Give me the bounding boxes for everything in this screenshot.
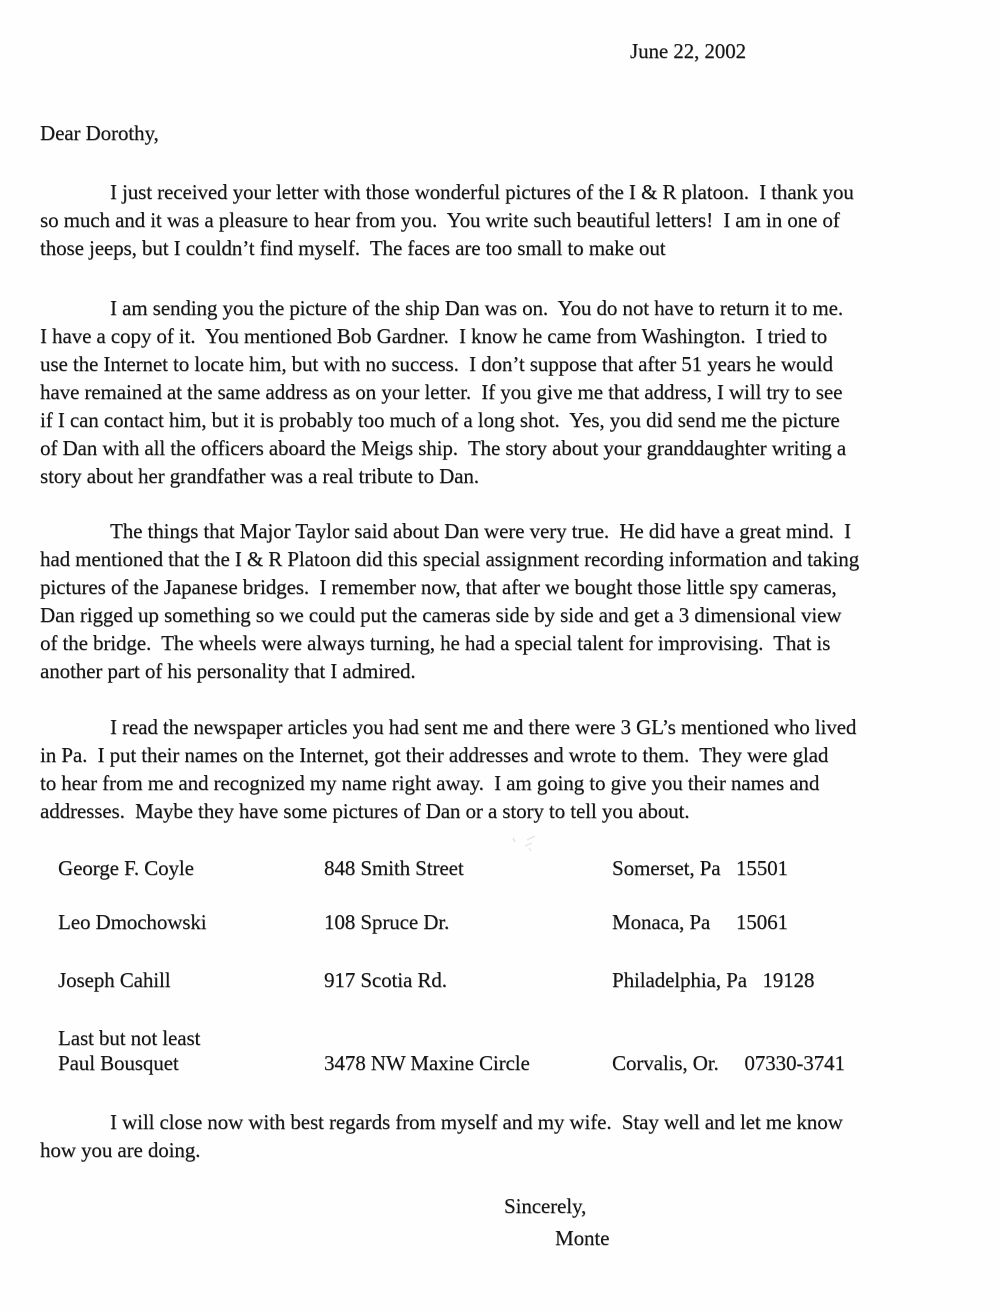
text-line: I read the newspaper articles you had sent me and there were 3 GL’s mentioned who lived [110,715,857,739]
paragraph-3 [40,517,859,685]
contact-street: 108 Spruce Dr. [324,910,450,934]
text-line: how you are doing. [40,1138,201,1162]
contact-street: 3478 NW Maxine Circle [324,1051,530,1075]
contact-street: 917 Scotia Rd. [324,968,447,992]
text-line: those jeeps, but I couldn’t find myself. The faces are too small to make out [40,236,666,260]
text-line: story about her grandfather was a real tribute to Dan. [40,464,479,488]
text-line: of the bridge. The wheels were always turning, he had a special talent for improvising. That is [40,631,831,655]
text-line: pictures of the Japanese bridges. I remember now, that after we bought those little spy cameras, [40,575,837,599]
paragraph-4 [40,713,856,825]
contact-city-zip: Monaca, Pa 15061 [612,910,788,934]
text-line: I just received your letter with those wonderful pictures of the I & R platoon. I thank you [110,180,854,204]
paragraph-1 [40,178,854,262]
signoff-signature: Monte [555,1226,610,1250]
contact-row [0,854,1000,882]
text-line: use the Internet to locate him, but with no success. I don’t suppose that after 51 years he would [40,352,833,376]
signoff-closing: Sincerely, [504,1194,587,1218]
text-line: Dan rigged up something so we could put the cameras side by side and get a 3 dimensional view [40,603,842,627]
text-line: in Pa. I put their names on the Internet, got their addresses and wrote to them. They were glad [40,743,829,767]
text-line: of Dan with all the officers aboard the Meigs ship. The story about your granddaughter writing a [40,436,846,460]
contact-row [0,1049,1000,1077]
paragraph-2 [40,294,846,490]
contact-street: 848 Smith Street [324,856,464,880]
contact-city-zip: Philadelphia, Pa 19128 [612,968,815,992]
text-line: have remained at the same address as on your letter. If you give me that address, I will try to see [40,380,843,404]
text-line: so much and it was a pleasure to hear from you. You write such beautiful letters! I am in one of [40,208,840,232]
salutation: Dear Dorothy, [40,121,159,145]
contact-city-zip: Corvalis, Or. 07330-3741 [612,1051,845,1075]
closing-paragraph [40,1108,843,1164]
text-line: if I can contact him, but it is probably too much of a long shot. Yes, you did send me the picture [40,408,840,432]
contact-row [0,908,1000,936]
text-line: another part of his personality that I admired. [40,659,416,683]
text-line: I have a copy of it. You mentioned Bob Gardner. I know he came from Washington. I tried to [40,324,828,348]
text-line: I am sending you the picture of the ship Dan was on. You do not have to return it to me. [110,296,843,320]
contact-row [0,966,1000,994]
contact-name: Leo Dmochowski [58,910,207,934]
contact-city-zip: Somerset, Pa 15501 [612,856,788,880]
contact-name: George F. Coyle [58,856,194,880]
letter-date: June 22, 2002 [630,39,746,63]
contact-intro: Last but not least [58,1026,201,1050]
text-line: to hear from me and recognized my name right away. I am going to give you their names and [40,771,820,795]
contact-name: Joseph Cahill [58,968,171,992]
contact-name: Paul Bousquet [58,1051,179,1075]
text-line: had mentioned that the I & R Platoon did this special assignment recording information and taking [40,547,860,571]
text-line: The things that Major Taylor said about Dan were very true. He did have a great mind. I [110,519,851,543]
text-line: I will close now with best regards from myself and my wife. Stay well and let me know [110,1110,843,1134]
text-line: addresses. Maybe they have some pictures of Dan or a story to tell you about. [40,799,690,823]
